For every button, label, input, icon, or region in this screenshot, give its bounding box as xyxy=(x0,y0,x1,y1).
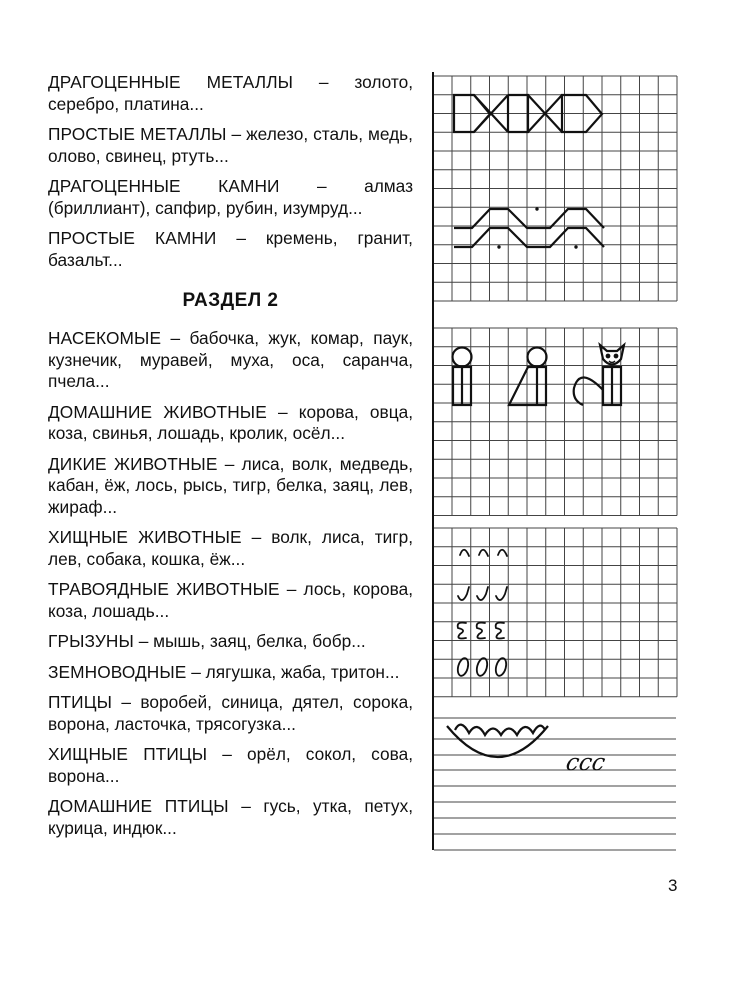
entry-heading: ПРОСТЫЕ МЕТАЛЛЫ xyxy=(48,124,227,144)
entry-text: железо, сталь, медь, олово, свинец, ртуть... xyxy=(48,124,413,166)
glossary-entry xyxy=(48,662,413,684)
entry-heading: ДИКИЕ ЖИВОТНЫЕ xyxy=(48,453,218,474)
zigzag-dots xyxy=(497,207,577,248)
grid-block-patterns xyxy=(434,76,677,301)
person-figure xyxy=(453,348,472,406)
entry-separator: – xyxy=(207,744,247,764)
glossary-entry xyxy=(48,402,413,445)
entry-text: бабочка, жук, комар, паук, кузнечик, муравей, муха, оса, саранча, пчела... xyxy=(48,328,413,391)
entry-separator: – xyxy=(241,527,272,547)
entry-separator: – xyxy=(161,328,190,348)
section-heading: РАЗДЕЛ 2 xyxy=(182,290,279,311)
entry-text: золото, серебро, платина... xyxy=(48,72,414,114)
zigzag-pattern xyxy=(454,209,604,247)
entry-text: алмаз (бриллиант), сапфир, рубин, изумруд... xyxy=(48,176,413,218)
glossary-entry xyxy=(48,176,413,219)
glossary-entry xyxy=(48,228,413,271)
entry-heading: ХИЩНЫЕ ПТИЦЫ xyxy=(48,744,208,764)
entry-separator: – xyxy=(133,631,154,651)
hexagon-pattern xyxy=(454,95,602,132)
grid-block-figures xyxy=(434,328,677,516)
entry-separator: – xyxy=(111,692,141,712)
entry-text: воробей, синица, дятел, сорока, ворона, ласточка, трясогузка... xyxy=(48,692,413,734)
entry-heading: ДРАГОЦЕННЫЕ МЕТАЛЛЫ xyxy=(48,72,294,92)
person-in-dress-figure xyxy=(509,348,547,406)
entry-separator: – xyxy=(228,796,264,816)
entry-heading: ДОМАШНИЕ ЖИВОТНЫЕ xyxy=(48,401,267,422)
cursive-sample: ccc xyxy=(563,749,608,776)
column-divider xyxy=(432,72,434,850)
entry-separator: – xyxy=(186,661,206,682)
glossary-entry xyxy=(48,454,413,519)
entry-heading: НАСЕКОМЫЕ xyxy=(48,328,162,348)
entry-heading: ГРЫЗУНЫ xyxy=(48,631,134,651)
glossary-entry xyxy=(48,744,413,787)
entry-text: лягушка, жаба, тритон... xyxy=(205,661,400,682)
entry-separator: – xyxy=(293,72,355,92)
entry-separator: – xyxy=(226,124,247,144)
entry-separator: – xyxy=(266,401,299,422)
entries-before-list xyxy=(48,72,413,271)
entry-heading: ТРАВОЯДНЫЕ ЖИВОТНЫЕ xyxy=(48,579,280,599)
entry-separator: – xyxy=(217,453,242,474)
entry-heading: ПРОСТЫЕ КАМНИ xyxy=(48,228,217,248)
glossary-entry xyxy=(48,124,413,167)
glossary-entry xyxy=(48,579,413,622)
entry-text: орёл, сокол, сова, ворона... xyxy=(48,744,414,786)
entry-text: кремень, гранит, базальт... xyxy=(48,228,413,270)
grid-block-letters xyxy=(434,528,677,697)
glossary-entry xyxy=(48,692,413,735)
entry-separator: – xyxy=(279,579,304,599)
bowl-figure xyxy=(447,725,548,757)
entry-heading: ХИЩНЫЕ ЖИВОТНЫЕ xyxy=(48,527,242,547)
cursive-letter-rows xyxy=(456,550,508,677)
cat-icon xyxy=(574,345,624,405)
entries-after-list xyxy=(48,328,413,839)
entry-heading: ЗЕМНОВОДНЫЕ xyxy=(48,661,187,682)
entry-text: гусь, утка, петух, курица, индюк... xyxy=(48,796,414,838)
glossary-entry xyxy=(48,796,413,839)
entry-text: лиса, волк, медведь, кабан, ёж, лось, рысь, тигр, белка, заяц, лев, жираф... xyxy=(48,453,414,517)
glossary-entry xyxy=(48,631,413,653)
glossary-entry xyxy=(48,328,413,393)
entry-heading: ДРАГОЦЕННЫЕ КАМНИ xyxy=(48,176,280,196)
entry-separator: – xyxy=(216,228,266,248)
page-number: 3 xyxy=(668,876,678,895)
entry-text: корова, овца, коза, свинья, лошадь, кролик, осёл... xyxy=(48,401,414,443)
entry-separator: – xyxy=(279,176,365,196)
ruled-lines-block xyxy=(434,718,676,850)
text-column xyxy=(48,72,413,848)
entry-text: волк, лиса, тигр, лев, собака, кошка, ёж... xyxy=(48,527,414,569)
entry-heading: ПТИЦЫ xyxy=(48,692,112,712)
entry-text: мышь, заяц, белка, бобр... xyxy=(153,631,366,651)
entry-text: лось, корова, коза, лошадь... xyxy=(48,579,414,621)
entry-heading: ДОМАШНИЕ ПТИЦЫ xyxy=(48,796,229,816)
glossary-entry xyxy=(48,72,413,115)
glossary-entry xyxy=(48,527,413,570)
